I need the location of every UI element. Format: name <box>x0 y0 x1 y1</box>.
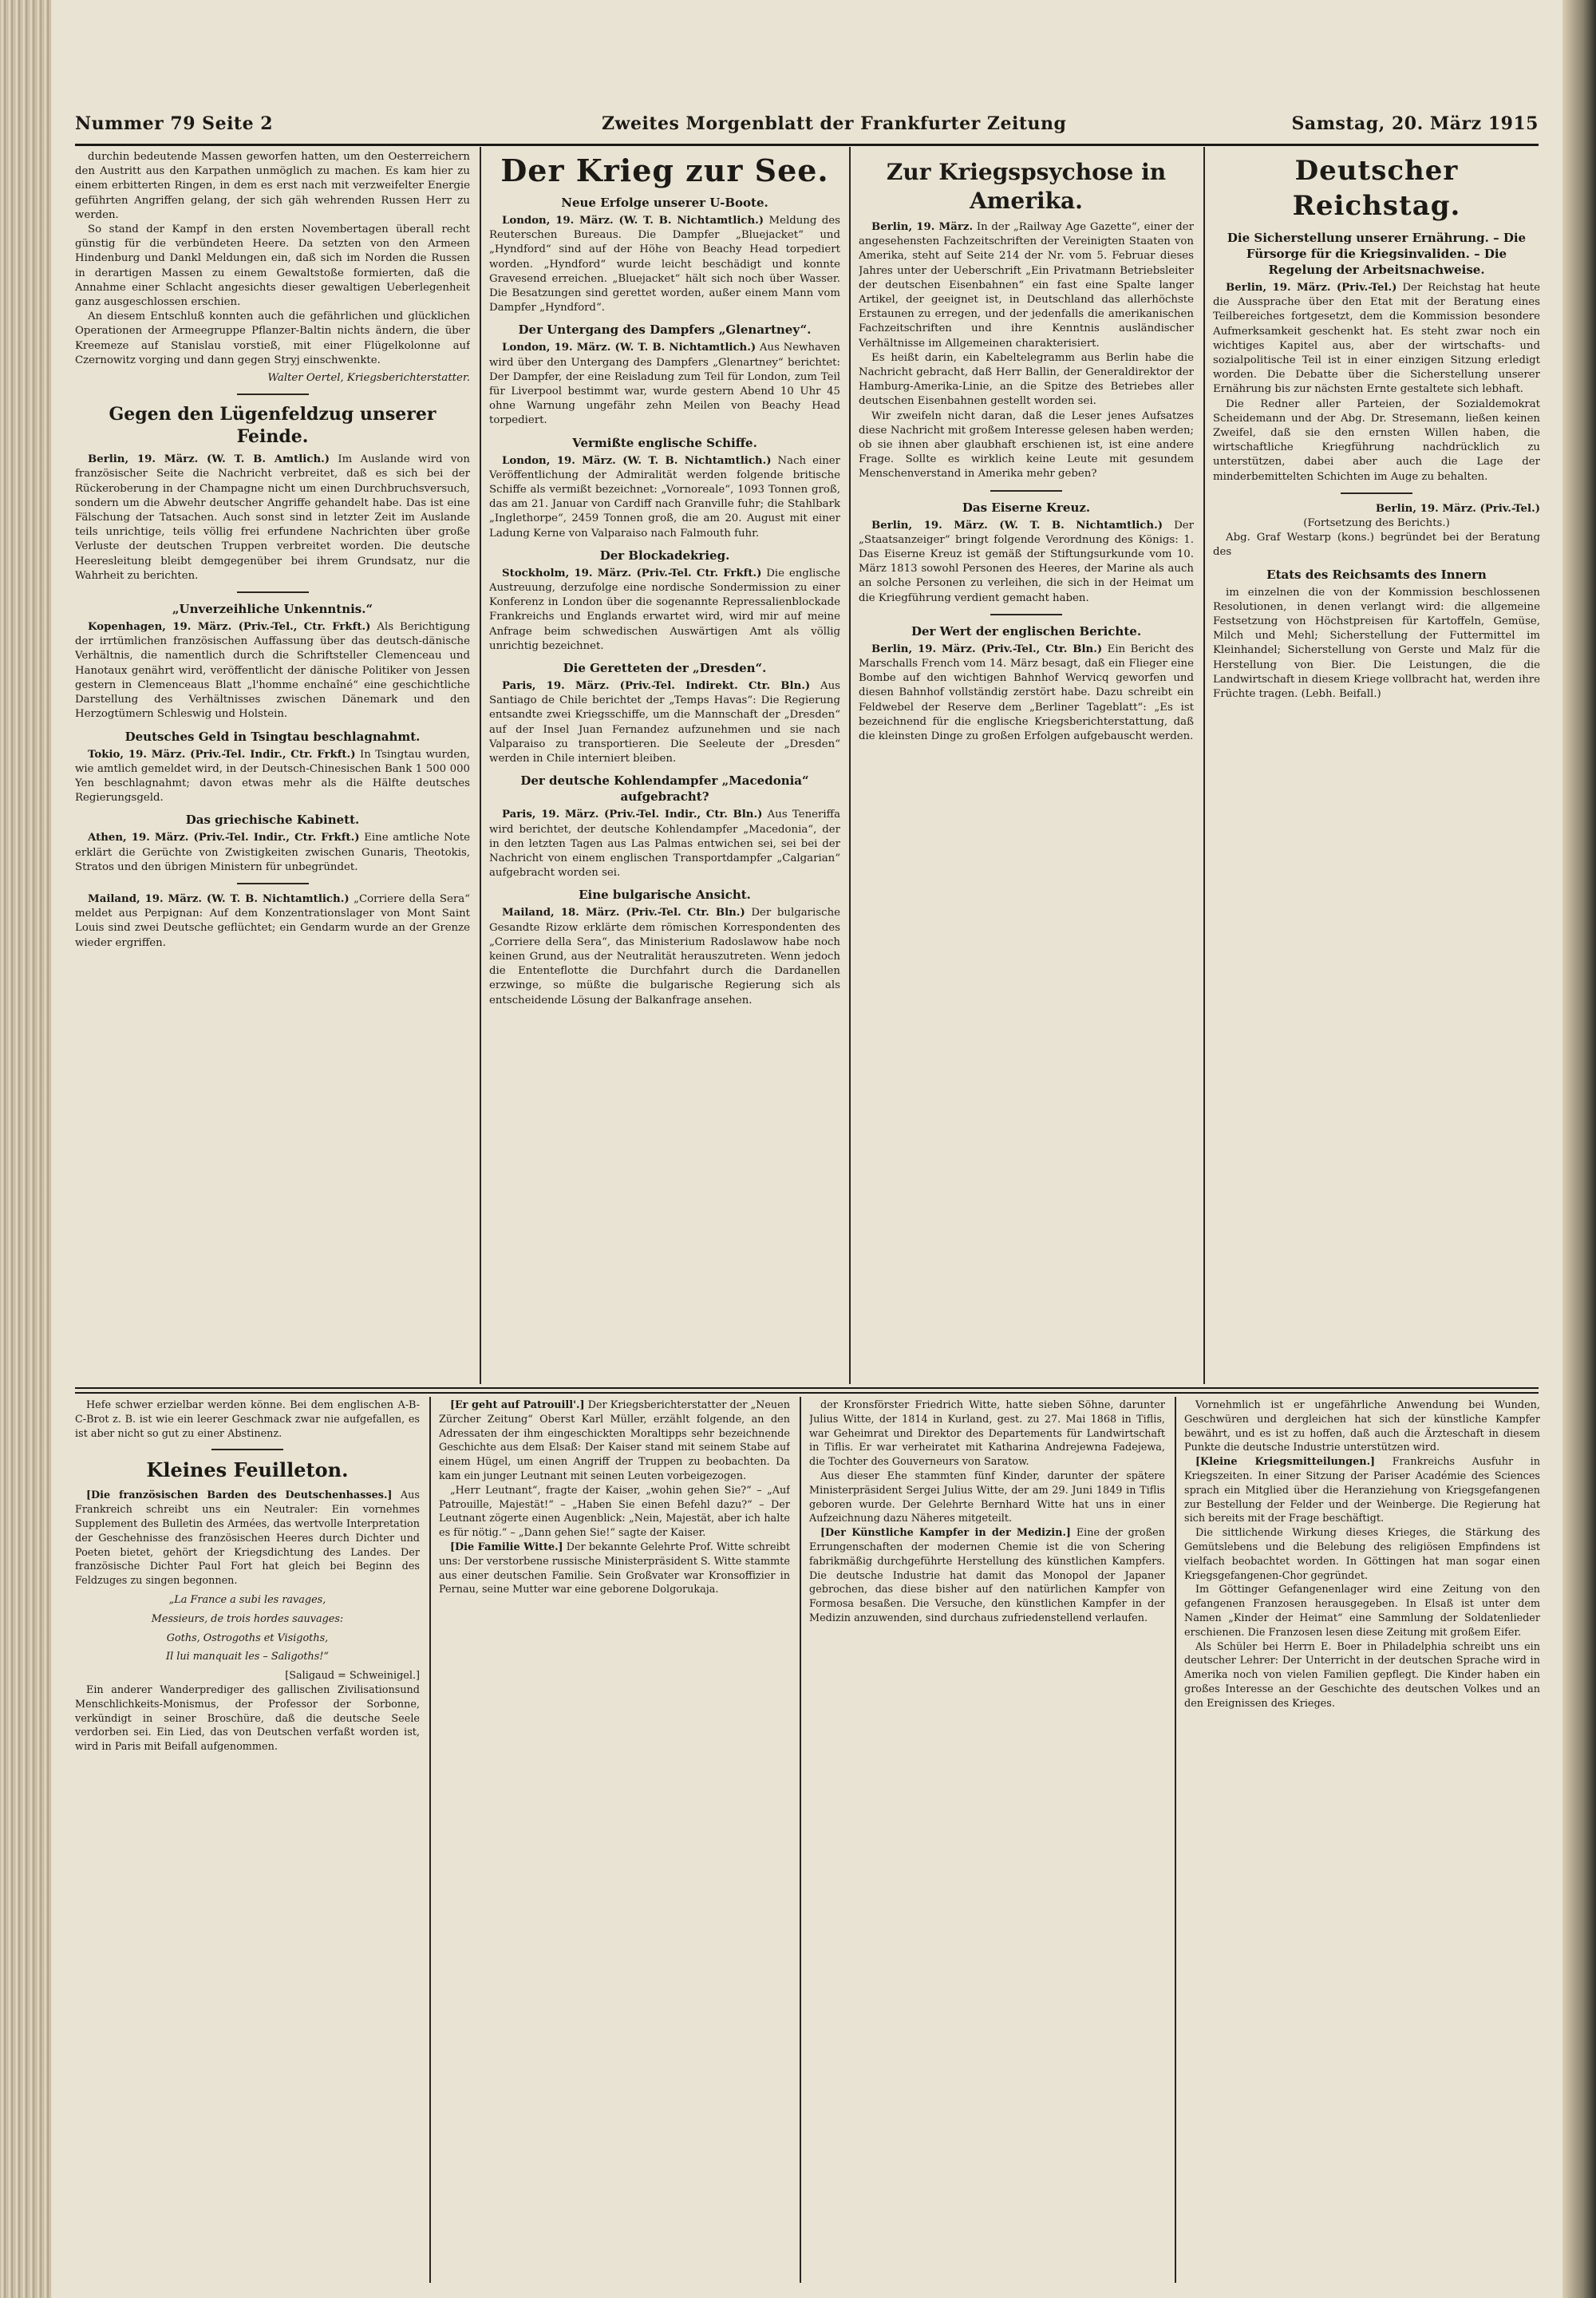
article-text: Frankreichs Ausfuhr in Kriegszeiten. In einer Sitzung der Pariser Académie des Sciences sprach ein Mitglied über die Heranziehung von Kriegsgefangenen zur Bestellung der Felder und der Weinberge. Die Regierung hat sich bereits mit der Frage beschäftigt. <box>1184 1456 1540 1525</box>
article-headline: Das griechische Kabinett. <box>185 813 360 828</box>
dateline: Berlin, 19. März. (Priv.-Tel., Ctr. Bln.) <box>871 643 1103 655</box>
article-headline: Etats des Reichsamts des Innern <box>1266 567 1487 582</box>
article-text: Nach einer Veröffentlichung der Admiralität werden folgende britische Schiffe als vermißt bezeichnet: „Vornoreale“, 1093 Tonnen groß, das am 21. Januar von Cardiff nach Granville fuhr; die Stahlbark „Inglethorpe“, 2459 Tonnen groß, die am 20. August mit einer Ladung Kerne von Valparaiso nach Falmouth fuhr. <box>489 454 840 540</box>
article-headline: Eine bulgarische Ansicht. <box>579 888 751 903</box>
separator <box>237 394 309 395</box>
feuilleton-rule-double <box>75 1392 1539 1394</box>
article-text: Als Berichtigung der irrtümlichen französischen Auffassung über das deutsch-dänische Verhältnis, die namentlich durch die Schriftsteller Clemenceau und Hanotaux genährt wird, veröffentlicht der dänische Politiker von Jessen gestern in Clemenceaus Blatt „l'homme enchaîné“ eine geschichtliche Darstellung des Verhältnisses zwischen Dänemark und den Herzogtümern Schleswig und Holstein. <box>75 621 470 721</box>
article-text: Der bulgarische Gesandte Rizow erklärte dem römischen Korrespondenten des „Corriere della Sera“, das Ministerium Radoslawow habe noch keinen Grund, aus der Neutralität herauszutreten. Wenn jedoch die Ententeflotte die Durchfahrt durch die Dardanellen erzwinge, so müßte die bulgarische Regierung sich als entscheidende Lösung der Balkanfrage ansehen. <box>489 907 840 1007</box>
dateline: Athen, 19. März. (Priv.-Tel. Indir., Ctr. Frkft.) <box>88 832 360 844</box>
separator <box>237 591 309 593</box>
dateline: Berlin, 19. März. (W. T. B. Amtlich.) <box>88 453 330 466</box>
issue-number: Nummer 79 Seite 2 <box>75 113 274 134</box>
article-text: Der bekannte Gelehrte Prof. Witte schreibt uns: Der verstorbene russische Ministerpräsident S. Witte stammte aus einer deutschen Familie. Sein Großvater war Kronsoffizier in Pernau, seine Mutter war eine geborene Dolgorukaja. <box>439 1541 790 1596</box>
dateline: London, 19. März. (W. T. B. Nichtamtlich.) <box>502 342 757 354</box>
article-text: Als Schüler bei Herrn E. Boer in Philadelphia schreibt uns ein deutscher Lehrer: Der Unterricht in der deutschen Sprache wird in Amerika noch von vielen Familien gepflegt. Die Kinder haben ein großes Interesse an der Geschichte des deutschen Volkes und an den Ereignissen des Krieges. <box>1184 1640 1540 1710</box>
column-4 <box>1213 150 1540 1383</box>
separator <box>237 883 309 884</box>
separator <box>1341 492 1412 494</box>
article-text: Ein Bericht des Marschalls French vom 14. März besagt, daß ein Flieger eine Bombe auf den wichtigen Bahnhof Wervicq geworfen und diesen Bahnhof vollständig zerstört habe. Dazu schreibt ein Feldwebel der Reserve dem „Berliner Tageblatt“: „Es ist bezeichnend für die englische Kriegsberichterstattung, daß die kleinsten Dinge zu großen Erfolgen aufgebauscht werden. <box>859 643 1194 743</box>
article-headline: Die Geretteten der „Dresden“. <box>563 661 767 676</box>
article-text: Meldung des Reuterschen Bureaus. Die Dampfer „Bluejacket“ und „Hyndford“ sind auf der Höhe von Beachy Head torpediert worden. „Hyndford“ wurde leicht beschädigt und konnte Gravesend erreichen. „Bluejacket“ hält sich noch über Wasser. Die Besatzungen sind gerettet worden, außer einem Mann vom Dampfer „Hyndford“. <box>489 215 840 314</box>
poem-line: Goths, Ostrogoths et Visigoths, <box>166 1632 329 1644</box>
dateline: London, 19. März. (W. T. B. Nichtamtlich.) <box>502 454 772 467</box>
header-rule <box>75 144 1539 146</box>
article-text: „Corriere della Sera“ meldet aus Perpignan: Auf dem Konzentrationslager von Mont Saint Louis sind zwei Deutsche geflüchtet; ein Gendarm wurde an der Grenze wieder ergriffen. <box>75 892 470 949</box>
continuation-note: (Fortsetzung des Berichts.) <box>1303 517 1450 530</box>
poem-line: Il lui manquait les – Saligoths!“ <box>166 1651 329 1663</box>
page-edge <box>1562 0 1596 2298</box>
poem-line: „La France a subi les ravages, <box>168 1593 326 1606</box>
poem-line: Messieurs, de trois hordes sauvages: <box>151 1612 344 1625</box>
separator <box>990 614 1062 615</box>
article-headline: „Unverzeihliche Unkenntnis.“ <box>172 602 373 617</box>
article-text: Der „Staatsanzeiger“ bringt folgende Verordnung des Königs: 1. Das Eiserne Kreuz ist gemäß der Stiftungsurkunde vom 10. März 1813 sowohl Personen des Heeres, der Marine als auch an solche Personen zu verleihen, die sich in der Heimat um die Kriegführung verdient gemacht haben. <box>859 519 1194 604</box>
article-text: Die Redner aller Parteien, der Sozialdemokrat Scheidemann und der Abg. Dr. Stresemann, ließen keinen Zweifel, daß sie den ernsten Willen haben, die wirtschaftliche Kriegführung nachdrücklich zu unterstützen, dabei aber auch die Lage der minderbemittelten Schichten im Auge zu behalten. <box>1213 398 1540 483</box>
article-headline: Der deutsche Kohlendampfer „Macedonia“ aufgebracht? <box>520 773 809 805</box>
column-divider <box>1175 1397 1176 2283</box>
article-text: durchin bedeutende Massen geworfen hatten, um den Oesterreichern den Austritt aus den Karpathen unmöglich zu machen. Es kam hier zu einem erbitterten Ringen, in dem es erst nach mit verzweifelter Energie geführten Angriffen gelang, der sich gäh wehrenden Russen Herr zu werden. <box>75 151 470 221</box>
dateline: Paris, 19. März. (Priv.-Tel. Indir., Ctr. Bln.) <box>502 809 763 821</box>
article-text: Hefe schwer erzielbar werden könne. Bei dem englischen A-B-C-Brot z. B. ist wie ein leerer Geschmack zwar nie aufgefallen, es ist aber nicht so gut zu einer Abstinenz. <box>75 1399 420 1440</box>
article-text: Im Göttinger Gefangenenlager wird eine Zeitung von den gefangenen Franzosen herausgegeben. In Elsaß ist unter dem Namen „Kinder der Heimat“ eine Sammlung der Soldatenlieder erschienen. Die Franzosen lesen diese Zeitung mit großem Eifer. <box>1184 1584 1540 1639</box>
article-text: Die sittlichende Wirkung dieses Krieges, die Stärkung des Gemütslebens und die Belebung des religiösen Empfindens ist vielfach beobachtet worden. In Göttingen hat man sogar einen Kriegsgefangenen-Chor gegründet. <box>1184 1527 1540 1582</box>
column-divider <box>849 147 851 1384</box>
section-title: Der Krieg zur See. <box>500 152 829 188</box>
poem-note: [Saligaud = Schweinigel.] <box>285 1670 420 1683</box>
feuilleton-column-3 <box>809 1398 1165 2276</box>
dateline: Berlin, 19. März. (Priv.-Tel.) <box>1375 502 1540 515</box>
byline: Walter Oertel, Kriegsberichterstatter. <box>267 372 470 385</box>
article-text: „Herr Leutnant“, fragte der Kaiser, „wohin gehen Sie?“ – „Auf Patrouille, Majestät!“ – „Haben Sie einen Befehl dazu?“ – Der Leutnant zögerte einen Augenblick: „Nein, Majestät, aber ich halte es für nötig.“ – „Dann gehen Sie!“ sagte der Kaiser. <box>439 1484 790 1540</box>
article-text: Es heißt darin, ein Kabeltelegramm aus Berlin habe die Nachricht gebracht, daß Herr Ballin, der Generaldirektor der Hamburg-Amerika-Linie, an die Spitze des Betriebes aller deutschen Eisenbahnen gestellt worden sei. <box>859 351 1194 408</box>
article-text: An diesem Entschluß konnten auch die gefährlichen und glücklichen Operationen der Armeegruppe Pflanzer-Baltin nichts ändern, die über Kreemeze auf Stanislau vorstieß, mit einer Flügelkolonne auf Czernowitz vorging und dann gegen Stryj einschwenkte. <box>75 310 470 366</box>
dateline: Mailand, 18. März. (Priv.-Tel. Ctr. Bln.) <box>502 907 745 920</box>
column-divider <box>480 147 481 1384</box>
article-text: Wir zweifeln nicht daran, daß die Leser jenes Aufsatzes diese Nachricht mit großem Interesse gelesen haben werden; ob sie ihnen aber glaubhaft erschienen ist, ist eine andere Frage. Sollte es wirklich keine Leute mit gesundem Menschenverstand in Amerika mehr geben? <box>859 409 1194 481</box>
article-text: Abg. Graf Westarp (kons.) begründet bei der Beratung des <box>1213 532 1540 559</box>
article-text: Eine amtliche Note erklärt die Gerüchte von Zwistigkeiten zwischen Gunaris, Theotokis, Stratos und den übrigen Ministern für unbegründet. <box>75 832 470 873</box>
dateline: Paris, 19. März. (Priv.-Tel. Indirekt. Ctr. Bln.) <box>502 680 811 693</box>
article-text: Im Auslande wird von französischer Seite die Nachricht verbreitet, daß es sich bei der Rückeroberung in der Champagne nicht um einen Durchbruchsversuch, sondern um die Abwehr deutscher Angriffe gehandelt habe. Das ist eine Fälschung der Tatsachen. Auch sonst sind in letzter Zeit im Auslande teils unrichtige, teils völlig frei erfundene Nachrichten über große Verluste der deutschen Truppen verbreitet worden. Die deutsche Heeresleitung bleibt demgegenüber bei ihrem Grundsatz, nur die Wahrheit zu berichten. <box>75 453 470 582</box>
issue-date: Samstag, 20. März 1915 <box>1291 113 1539 134</box>
item-heading: [Die Familie Witte.] <box>450 1541 563 1553</box>
section-title: Zur Kriegspsychose in Amerika. <box>886 159 1167 214</box>
feuilleton-column-4 <box>1184 1398 1540 2276</box>
item-heading: [Die französischen Barden des Deutschenhasses.] <box>86 1489 393 1502</box>
article-headline: Deutsches Geld in Tsingtau beschlagnahmt. <box>124 729 421 744</box>
article-text: der Kronsförster Friedrich Witte, hatte sieben Söhne, darunter Julius Witte, der 1814 in Kurland, gest. zu 27. Mai 1868 in Tiflis, war Geheimrat und Direktor des Departements für Landwirtschaft in Tiflis. Er war verheiratet mit Katharina Andrejewna Fadejewa, die Tochter des Gouverneurs von Saratow. <box>809 1399 1165 1469</box>
item-heading: [Der Künstliche Kampfer in der Medizin.] <box>820 1527 1071 1540</box>
article-text: Aus Newhaven wird über den Untergang des Dampfers „Glenartney“ berichtet: Der Dampfer, der eine Reisladung zum Teil für London, zum Teil für Liverpool bestimmt war, wurde gestern Abend 10 Uhr 45 ohne Warnung ungefähr zehn Meilen von Beachy Head torpediert. <box>489 342 840 427</box>
column-divider <box>800 1397 801 2283</box>
article-text: Eine der großen Errungenschaften der modernen Chemie ist die von Schering fabrikmäßig durchgeführte Herstellung des künstlichen Kampfers. Die deutsche Industrie hat damit das Monopol der Japaner gebrochen, das diese bisher auf den natürlichen Kampfer von Formosa besaßen. Die Versuche, den künstlichen Kampfer in der Medizin anzuwenden, sind durchaus zufriedenstellend verlaufen. <box>809 1527 1165 1624</box>
article-text: Ein anderer Wanderprediger des gallischen Zivilisationsund Menschlichkeits-Monismus, der Professor der Sorbonne, verkündigt in seiner Broschüre, daß die deutsche Seele verdorben sei. Ein Lied, das von Deutschen verfaßt worden ist, wird in Paris mit Beifall aufgenommen. <box>75 1683 420 1754</box>
dateline: London, 19. März. (W. T. B. Nichtamtlich.) <box>502 215 764 227</box>
feuilleton-title: Kleines Feuilleton. <box>146 1458 349 1482</box>
item-heading: [Kleine Kriegsmitteilungen.] <box>1195 1456 1376 1469</box>
dateline: Tokio, 19. März. (Priv.-Tel. Indir., Ctr. Frkft.) <box>88 748 356 761</box>
article-text: Aus dieser Ehe stammten fünf Kinder, darunter der spätere Ministerpräsident Sergei Julius Witte, der am 29. Juni 1849 in Tiflis geboren wurde. Der Gelehrte Bernhard Witte hat uns in einer Aufzeichnung dazu Näheres mitgeteilt. <box>809 1469 1165 1525</box>
article-text: Vornehmlich ist er ungefährliche Anwendung bei Wunden, Geschwüren und dergleichen hat sich der künstliche Kampfer bewährt, und es ist zu hoffen, daß auch die Ärzteschaft in diesem Punkte die deutsche Industrie unterstützen wird. <box>1184 1399 1540 1454</box>
article-text: Der Reichstag hat heute die Aussprache über den Etat mit der Beratung eines Teilbereiches fortgesetzt, dem die Kommission besondere Aufmerksamkeit geschenkt hat. Es steht zwar noch ein wichtiges Kapitel aus, aber der wirtschafts- und sozialpolitische Teil ist in einer einzigen Sitzung erledigt worden. Die Debatte über die Sicherstellung unserer Ernährung bis zur nächsten Ernte gestaltete sich lebhaft. <box>1213 282 1540 396</box>
item-heading: [Er geht auf Patrouill'.] <box>450 1399 585 1411</box>
feuilleton-column-2 <box>439 1398 790 2276</box>
dateline: Stockholm, 19. März. (Priv.-Tel. Ctr. Frkft.) <box>502 567 762 579</box>
article-text: im einzelnen die von der Kommission beschlossenen Resolutionen, in denen verlangt wird: die allgemeine Festsetzung von Höchstpreisen für Kartoffeln, Gemüse, Milch und Mehl; Sicherstellung der Futtermittel im Kleinhandel; Sicherstellung von Gerste und Malz für die Herstellung von Bier. Die Leistungen, die die Landwirtschaft in diesem Kriege vollbracht hat, werden ihre Früchte tragen. (Lebh. Beifall.) <box>1213 586 1540 701</box>
article-text: In Tsingtau wurden, wie amtlich gemeldet wird, in der Deutsch-Chinesischen Bank 1 500 000 Yen beschlagnahmt; davon etwas mehr als die Hälfte deutsches Regierungsgeld. <box>75 748 470 805</box>
dateline: Kopenhagen, 19. März. (Priv.-Tel., Ctr. Frkft.) <box>88 621 371 634</box>
article-headline: Der Wert der englischen Berichte. <box>911 623 1142 639</box>
article-text: Aus Teneriffa wird berichtet, der deutsche Kohlendampfer „Macedonia“, der in den letzten Tagen aus Las Palmas entwichen sei, sei bei der Nachricht von einem englischen Transportdampfer „Calgarian“ aufgebracht worden sei. <box>489 809 840 880</box>
section-title: Deutscher Reichstag. <box>1292 155 1461 222</box>
newspaper-page <box>51 0 1562 2298</box>
column-3 <box>859 150 1194 1383</box>
article-text: In der „Railway Age Gazette“, einer der angesehensten Fachzeitschriften der Vereinigten Staaten von Amerika, steht auf Seite 214 der Nr. vom 5. Februar dieses Jahres unter der Ueberschrift „Ein Privatmann Betriebsleiter der deutschen Eisenbahnen“ ein fast eine Spalte langer Artikel, der geeignet ist, in Deutschland das allerhöchste Erstaunen zu erregen, und der jedenfalls die amerikanischen Fachzeitschriften und ihre Kenntnis ausländischer Verhältnisse im Allgemeinen charakterisiert. <box>859 221 1194 350</box>
column-divider <box>429 1397 431 2283</box>
article-headline: Vermißte englische Schiffe. <box>572 435 757 450</box>
dateline: Berlin, 19. März. <box>871 221 974 233</box>
article-text: Aus Frankreich schreibt uns ein Neutraler: Ein vornehmes Supplement des Bulletin des Armées, das wertvolle Interpretation der Geschehnisse des französischen Heeres durch Dichter und Poeten bietet, gehört der Kriegsdichtung des Landes. Der französische Dichter Paul Fort hat gleich bei Beginn des Feldzuges zu singen begonnen. <box>75 1489 420 1588</box>
article-text: So stand der Kampf in den ersten Novembertagen überall recht günstig für die verbündeten Heere. Da setzten von den Armeen Hindenburg und Dankl Meldungen ein, daß sich im Norden die Russen in derartigen Massen zu einem Gewaltstoße formierten, daß die Annahme einer Schlacht angesichts dieser gewaltigen Ueberlegenheit ganz ausgeschlossen erschien. <box>75 223 470 309</box>
article-text: Aus Santiago de Chile berichtet der „Temps Havas“: Die Regierung entsandte zwei Kriegsschiffe, um die Mannschaft der „Dresden“ auf der Insel Juan Fernandez aufzunehmen und sie nach Valparaiso zu transportieren. Die Seeleute der „Dresden“ werden in Chile interniert bleiben. <box>489 680 840 765</box>
article-headline: Das Eiserne Kreuz. <box>962 500 1091 515</box>
running-header <box>75 110 1539 142</box>
column-2 <box>489 150 840 1383</box>
dateline: Mailand, 19. März. (W. T. B. Nichtamtlich.) <box>88 892 350 905</box>
masthead: Zweites Morgenblatt der Frankfurter Zeitung <box>602 113 1067 134</box>
article-headline: Der Blockadekrieg. <box>599 548 730 563</box>
article-headline: Gegen den Lügenfeldzug unserer Feinde. <box>109 404 437 448</box>
separator <box>990 490 1062 492</box>
article-text: Der Kriegsberichterstatter der „Neuen Zürcher Zeitung“ Oberst Karl Müller, erzählt folgende, an den Adressaten der ihm eingeschickten Moraltipps sehr bezeichnende Geschichte aus dem Elsaß: Der Kaiser stand mit seinem Stabe auf einem Hügel, um einen Angriff der Truppen zu beobachten. Da kam ein junger Leutnant mit seinen Leuten vorbeigezogen. <box>439 1399 790 1482</box>
column-divider <box>1203 147 1205 1384</box>
separator <box>211 1449 283 1450</box>
feuilleton-column <box>75 1398 420 2276</box>
article-subtitle: Die Sicherstellung unserer Ernährung. – Die Fürsorge für die Kriegsinvaliden. – Die Regelung der Arbeitsnachweise. <box>1227 231 1527 277</box>
feuilleton-rule <box>75 1387 1539 1389</box>
article-text: Die englische Austreuung, derzufolge eine nordische Sondermission zu einer Konferenz in London über die sogenannte Repressalienblockade Frankreichs und Englands erwartet wird, wird mir auf meine Anfrage beim schwedischen Auswärtigen Amt als völlig unrichtig bezeichnet. <box>489 567 840 652</box>
article-headline: Der Untergang des Dampfers „Glenartney“. <box>518 322 812 338</box>
column-1 <box>75 150 470 1383</box>
dateline: Berlin, 19. März. (Priv.-Tel.) <box>1226 282 1397 294</box>
book-spine <box>0 0 51 2298</box>
article-subtitle: Neue Erfolge unserer U-Boote. <box>561 196 768 210</box>
dateline: Berlin, 19. März. (W. T. B. Nichtamtlich.) <box>871 519 1163 532</box>
